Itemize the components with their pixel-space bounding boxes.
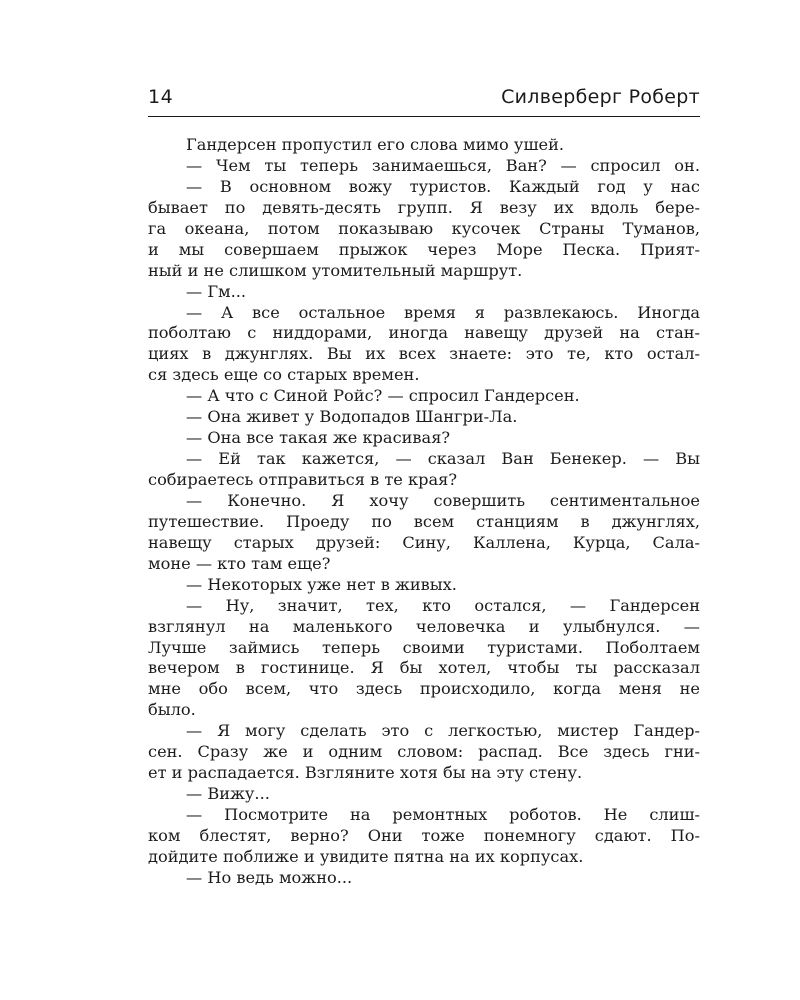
text-line: — Некоторых уже нет в живых. [186,574,457,594]
text-line: — Она все такая же красивая? [186,428,451,448]
text-line: собираетесь отправиться в те края? [148,470,458,489]
text-line: ся здесь еще со старых времен. [148,365,420,385]
text-line: путешествие. Проеду по всем станциям в джунглях, [148,511,700,531]
text-line: ный и не слишком утомительный маршрут. [148,260,523,280]
text-line: циях в джунглях. Вы их всех знаете: это те, кто остал- [148,344,700,364]
text-line: — Ну, значит, тех, кто остался, — Гандерсен [186,595,700,615]
text-line: — Но ведь можно... [186,867,353,887]
body-text [148,135,700,889]
text-line: мне обо всем, что здесь происходило, когда меня не [148,679,700,699]
text-line: бывает по девять-десять групп. Я везу их вдоль бере- [148,197,700,217]
text-line: Лучше займись теперь своими туристами. Поболтаем [148,637,700,657]
text-line: поболтаю с ниддорами, иногда навещу друзей на стан- [148,323,700,343]
page-header [148,86,700,117]
text-line: — Она живет у Водопадов Шангри-Ла. [186,407,518,427]
text-line: вечером в гостинице. Я бы хотел, чтобы ты рассказал [148,658,700,678]
text-line: — А все остальное время я развлекаюсь. Иногда [186,302,700,322]
text-line: га океана, потом показываю кусочек Страны Туманов, [148,218,700,238]
text-line: было. [148,700,196,720]
text-line: и мы совершаем прыжок через Море Песка. Прият- [148,239,700,259]
text-line: ет и распадается. Взгляните хотя бы на эту стену. [148,763,583,783]
text-line: — Конечно. Я хочу совершить сентиментальное [186,490,700,510]
running-head-author: Силверберг Роберт [501,86,700,108]
text-line: — Гм... [186,281,247,301]
text-line: сен. Сразу же и одним словом: распад. Все здесь гни- [148,742,700,762]
text-line: взглянул на маленького человечка и улыбнулся. — [148,616,700,636]
text-line: ком блестят, верно? Они тоже понемногу сдают. По- [148,825,700,845]
text-line: — В основном вожу туристов. Каждый год у нас [186,176,700,196]
text-line: дойдите поближе и увидите пятна на их корпусах. [148,846,584,866]
text-line: — Ей так кажется, — сказал Ван Бенекер. — Вы [186,449,700,469]
text-line: моне — кто там еще? [148,553,331,573]
text-line: навещу старых друзей: Сину, Каллена, Курца, Сала- [148,532,700,552]
text-line: — Вижу... [186,784,270,804]
text-line: — Чем ты теперь занимаешься, Ван? — спросил он. [186,155,700,175]
text-line: — Посмотрите на ремонтных роботов. Не слиш- [186,805,700,824]
text-line: Гандерсен пропустил его слова мимо ушей. [186,135,565,154]
page-number: 14 [148,86,174,108]
text-line: — А что с Синой Ройс? — спросил Гандерсен. [186,386,580,406]
text-line: — Я могу сделать это с легкостью, мистер Гандер- [186,721,700,741]
